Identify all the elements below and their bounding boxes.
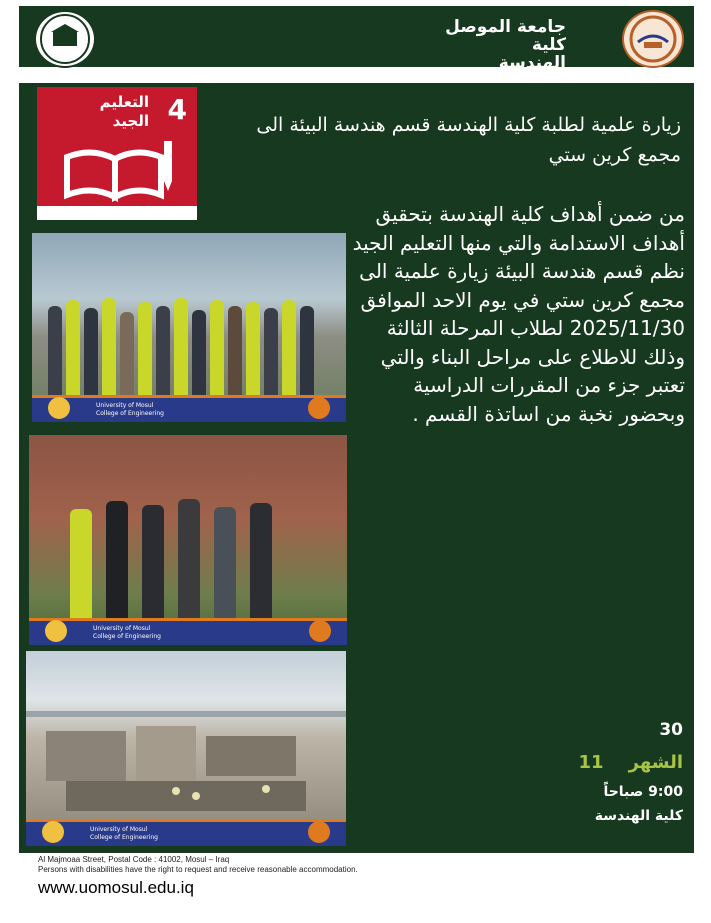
month-value: 11	[578, 752, 604, 773]
header-title	[445, 18, 566, 72]
university-seal-icon	[42, 821, 64, 843]
photo-staff-group	[29, 435, 347, 645]
photo-caption: University of Mosul College of Engineering	[96, 402, 164, 417]
university-seal-icon	[48, 397, 70, 419]
event-place: كلية الهندسة	[594, 808, 683, 824]
article-title: زيارة علمية لطلبة كلية الهندسة قسم هندسة البيئة الى مجمع كرين ستي	[256, 114, 681, 166]
college-line-2: الهندسة	[498, 53, 566, 73]
footer-address: Al Majmoaa Street, Postal Code : 41002, Mosul – Iraq	[38, 855, 230, 864]
photo-construction-site	[26, 651, 346, 846]
book-pencil-icon	[37, 87, 197, 220]
photo-students-group	[32, 233, 346, 422]
sdg-goal-tile	[37, 87, 197, 220]
college-line-1: كلية	[531, 35, 566, 55]
photo-banner	[26, 819, 346, 846]
sdg-label-line-2: الجيد	[112, 112, 149, 130]
article-body: من ضمن أهداف كلية الهندسة بتحقيق أهداف الاستدامة والتي منها التعليم الجيد نظم قسم هندسة البيئة زيارة علمية الى مجمع كرين ستي في يوم الاحد الموافق 2025/11/30 لطلاب المرحلة الثالثة وذلك للاطلاع على مراحل البناء والتي تعتبر جزء من المقررات الدراسية وبحضور نخبة من اساتذة القسم .	[352, 202, 685, 426]
photo-banner	[29, 618, 347, 645]
footer-notice: Persons with disabilities have the right to request and receive reasonable accommodation.	[38, 865, 358, 874]
college-seal-icon	[309, 620, 331, 642]
sdg-label-line-1: التعليم	[99, 93, 149, 111]
college-seal-icon	[308, 397, 330, 419]
staff-figures	[63, 499, 279, 619]
photo-banner	[32, 395, 346, 422]
header-bar	[19, 6, 694, 73]
students-figures	[46, 298, 316, 396]
university-logo-icon	[34, 10, 96, 68]
photo-caption: University of Mosul College of Engineering	[93, 625, 161, 640]
university-seal-icon	[45, 620, 67, 642]
footer-address-block	[38, 855, 358, 875]
month-label: الشهر	[628, 752, 683, 773]
event-time: 9:00 صباحاً	[603, 784, 683, 800]
sdg-number: 4	[167, 93, 187, 126]
university-name: جامعة الموصل	[445, 17, 566, 37]
construction-scene	[26, 651, 346, 822]
college-seal-icon	[308, 821, 330, 843]
college-logo-icon	[622, 10, 684, 68]
event-month	[579, 752, 684, 773]
event-day: 30	[659, 720, 683, 740]
sdg-footer-strip	[37, 206, 197, 220]
photo-caption: University of Mosul College of Engineering	[90, 826, 158, 841]
footer-url-link[interactable]: www.uomosul.edu.iq	[38, 878, 194, 897]
